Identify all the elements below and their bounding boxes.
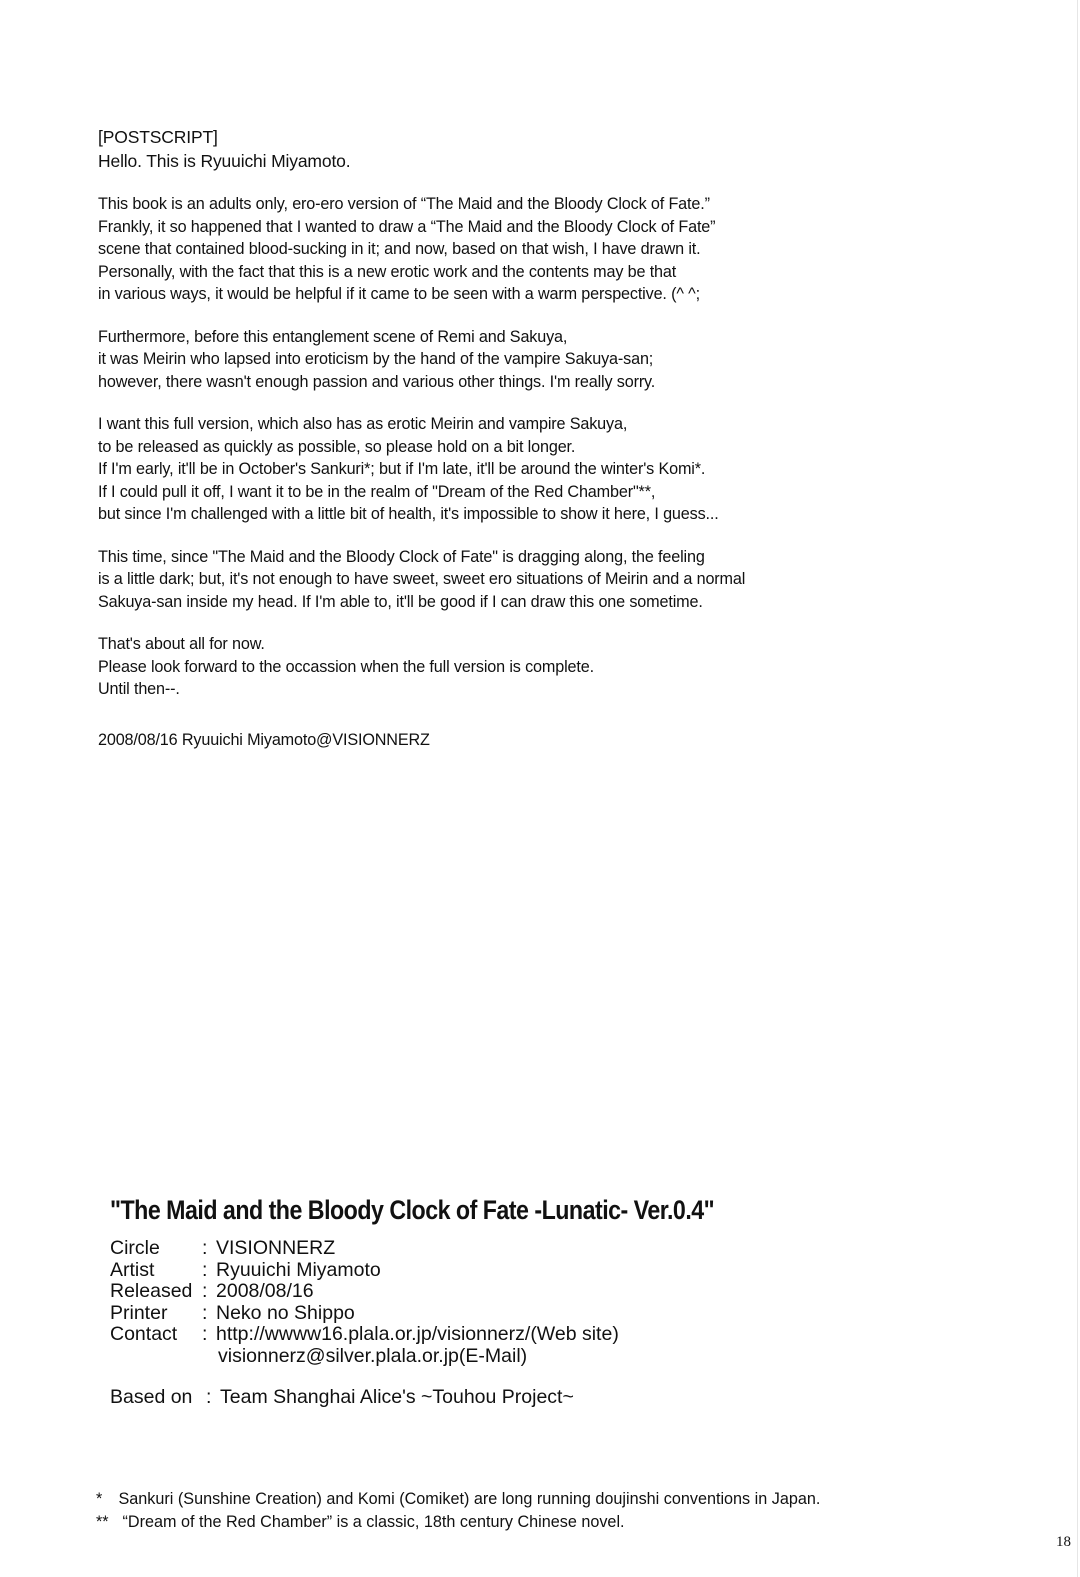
text-line: Until then--. [98,680,180,698]
text-line: in various ways, it would be helpful if it came to be seen with a warm perspective. (^ ^; [98,285,700,303]
printer-value: Neko no Shippo [216,1301,355,1324]
separator: : [202,1323,208,1345]
separator: : [202,1237,208,1259]
contact-email: visionnerz@silver.plala.or.jp(E-Mail) [218,1344,528,1367]
page-edge-divider [1077,0,1078,1577]
text-line: but since I'm challenged with a little bit of health, it's impossible to show it here, I guess... [98,505,719,523]
separator: : [202,1258,208,1281]
colophon-row-contact [110,1324,970,1346]
text-line: Frankly, it so happened that I wanted to draw a “The Maid and the Bloody Clock of Fate” [98,217,716,236]
released-label: Released [110,1280,193,1302]
text-line: it was Meirin who lapsed into eroticism by the hand of the vampire Sakuya-san; [98,350,654,368]
page-number: 18 [1056,1534,1071,1550]
paragraph-5 [98,633,978,701]
based-on-value: Team Shanghai Alice's ~Touhou Project~ [220,1386,574,1408]
text-line: however, there wasn't enough passion and various other things. I'm really sorry. [98,372,656,391]
text-line: If I'm early, it'll be in October's Sankuri*; but if I'm late, it'll be around the winter's Komi*. [98,460,706,478]
colophon [110,1195,970,1409]
artist-value: Ryuuichi Miyamoto [216,1258,381,1281]
contact-label: Contact [110,1323,178,1345]
footnote-2 [96,1511,996,1534]
text-line: This book is an adults only, ero-ero version of “The Maid and the Bloody Clock of Fate.” [98,195,710,213]
released-value: 2008/08/16 [216,1280,314,1302]
text-line: I want this full version, which also has as erotic Meirin and vampire Sakuya, [98,415,628,433]
text-line: to be released as quickly as possible, so please hold on a bit longer. [98,437,576,456]
text-line: is a little dark; but, it's not enough to have sweet, sweet ero situations of Meirin and a normal [98,570,746,588]
colophon-title: "The Maid and the Bloody Clock of Fate -Lunatic- Ver.0.4" [110,1195,715,1225]
separator: : [202,1301,208,1324]
postscript-signature [98,729,978,752]
footnote-marker: * [96,1490,103,1508]
footnote-marker: ** [96,1512,109,1531]
footnote-text: Sankuri (Sunshine Creation) and Komi (Comiket) are long running doujinshi conventions in Japan. [118,1490,821,1508]
text-line: This time, since "The Maid and the Bloody Clock of Fate" is dragging along, the feeling [98,547,705,566]
text-line: scene that contained blood-sucking in it; and now, based on that wish, I have drawn it. [98,240,701,258]
text-line: If I could pull it off, I want it to be in the realm of "Dream of the Red Chamber"**, [98,482,656,501]
colophon-row-printer [110,1303,970,1325]
colophon-row-circle [110,1238,970,1260]
artist-label: Artist [110,1258,155,1281]
footnotes [96,1488,996,1533]
colophon-row-based-on [110,1387,970,1409]
printer-label: Printer [110,1301,168,1324]
separator: : [202,1280,208,1302]
postscript-section [98,125,978,751]
postscript-heading: [POSTSCRIPT] [98,127,218,147]
text-line: Personally, with the fact that this is a new erotic work and the contents may be that [98,262,677,281]
text-line: Furthermore, before this entanglement scene of Remi and Sakuya, [98,327,568,346]
colophon-row-released [110,1281,970,1303]
paragraph-1 [98,193,978,306]
circle-label: Circle [110,1237,160,1259]
signature-line: 2008/08/16 Ryuuichi Miyamoto@VISIONNERZ [98,730,430,749]
paragraph-4 [98,546,978,614]
text-line: That's about all for now. [98,635,265,653]
postscript-header [98,125,978,173]
text-line: Sakuya-san inside my head. If I'm able to, it'll be good if I can draw this one sometime. [98,592,703,611]
colophon-row-artist [110,1260,970,1282]
separator: : [206,1386,212,1408]
postscript-greeting: Hello. This is Ryuuichi Miyamoto. [98,151,351,171]
circle-value: VISIONNERZ [216,1237,336,1259]
based-on-label: Based on [110,1386,193,1408]
paragraph-2 [98,326,978,394]
paragraph-3 [98,413,978,526]
footnote-text: “Dream of the Red Chamber” is a classic, 18th century Chinese novel. [122,1512,625,1531]
footnote-1 [96,1488,996,1511]
text-line: Please look forward to the occassion when the full version is complete. [98,657,594,676]
contact-web: http://wwww16.plala.or.jp/visionnerz/(Web site) [216,1323,619,1345]
